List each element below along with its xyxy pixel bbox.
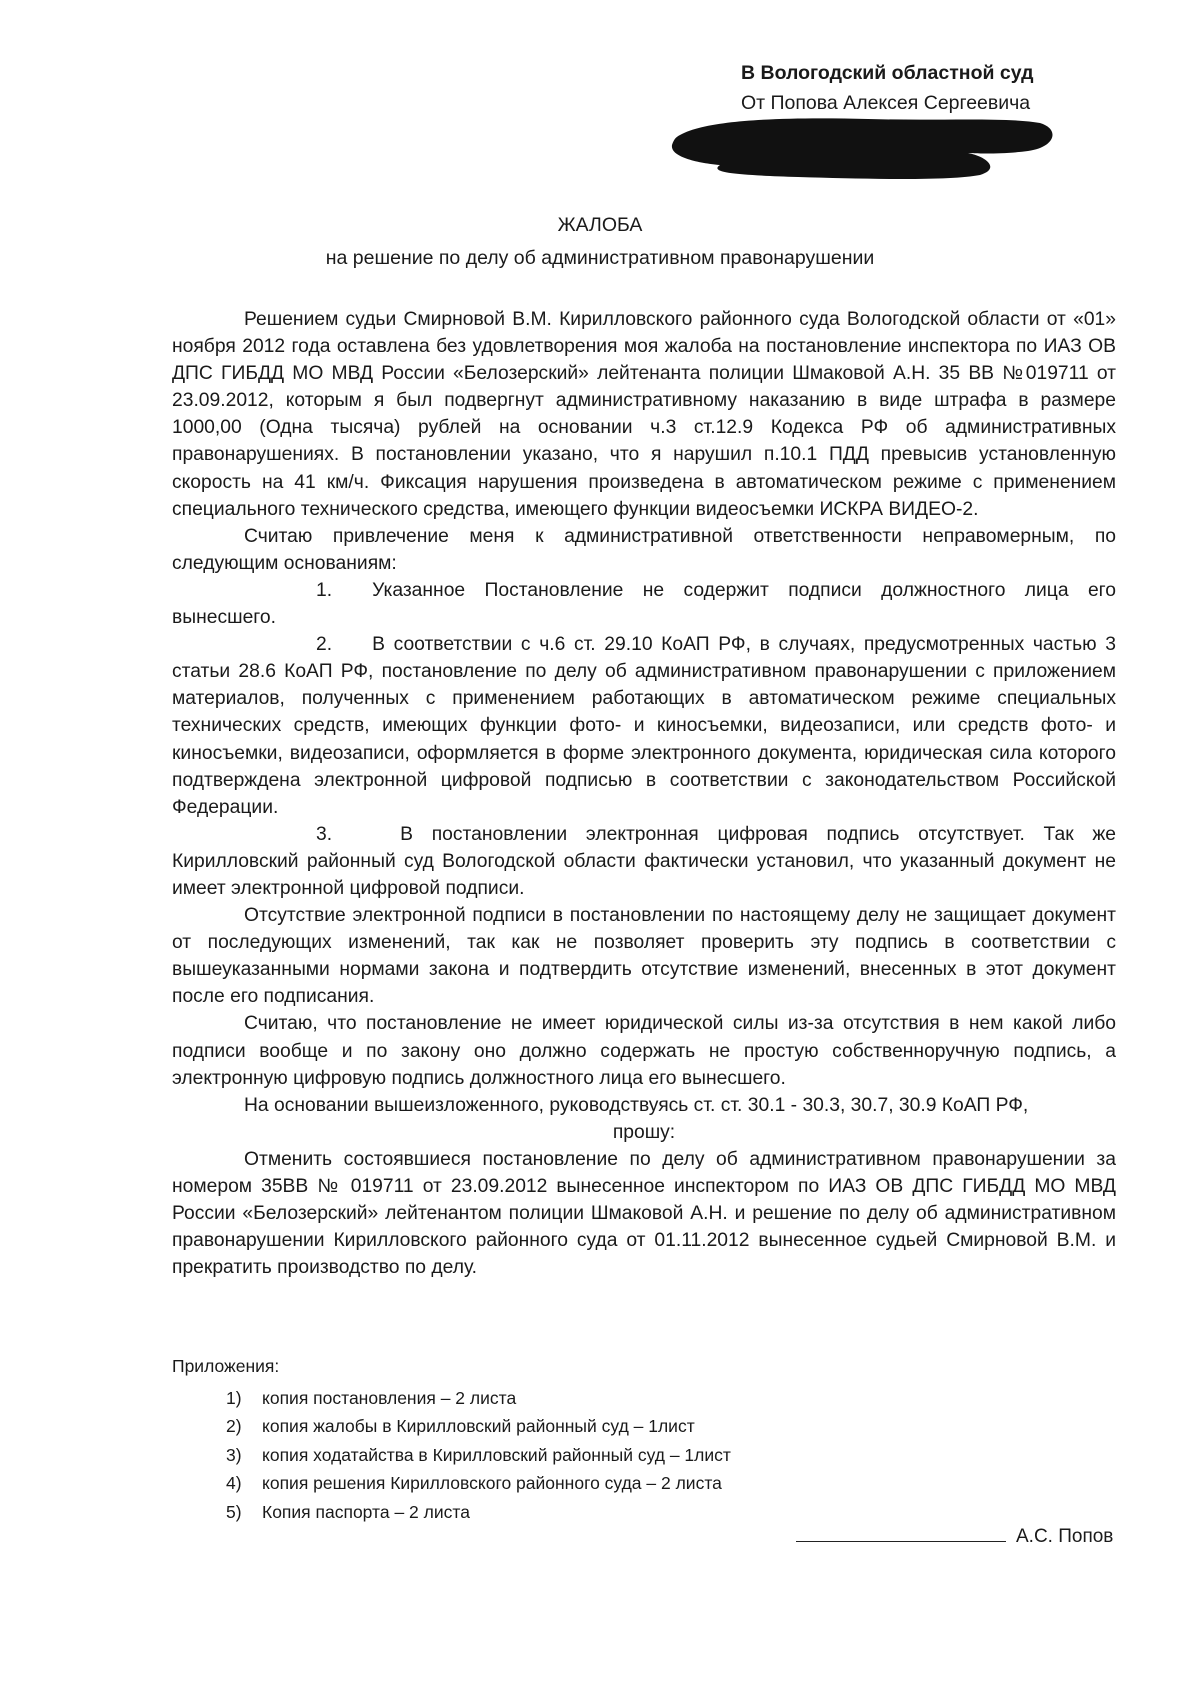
paragraph-grounds-intro: Считаю привлечение меня к административной ответственности неправомерным, по следующим основаниям: xyxy=(172,525,1116,574)
attachment-number: 1) xyxy=(226,1387,242,1408)
attachments-block xyxy=(172,1352,731,1526)
attachments-list xyxy=(172,1384,731,1527)
item-number: 2. xyxy=(316,634,333,656)
paragraph-signature-absence: Отсутствие электронной подписи в постановлении по настоящему делу не защищает документ от последующих изменений, так как не позволяет проверить эту подпись в соответствии с вышеуказанными нормами закона и подтвердить отсутствие изменений, внесенных в этот документ после его подписания. xyxy=(172,905,1116,1008)
document-title: ЖАЛОБА xyxy=(557,214,643,236)
attachment-item xyxy=(172,1384,731,1413)
item-number: 3. xyxy=(316,823,333,845)
sender-name: От Попова Алексея Сергеевича xyxy=(741,92,1031,114)
document-body xyxy=(172,306,1116,1281)
list-item xyxy=(172,821,1116,902)
attachment-item xyxy=(172,1412,731,1441)
list-item xyxy=(172,631,1116,821)
attachment-text: копия постановления – 2 листа xyxy=(262,1387,517,1408)
item-text: В постановлении электронная цифровая подпись отсутствует. Так же Кирилловский районный суд Вологодской области фактически установил, что указанный документ не имеет электронной цифровой подписи. xyxy=(172,823,1116,899)
list-item xyxy=(172,577,1116,631)
addressee-block xyxy=(741,58,1033,118)
attachment-item xyxy=(172,1441,731,1470)
attachment-item xyxy=(172,1469,731,1498)
court-addressee: В Вологодский областной суд xyxy=(741,62,1034,84)
paragraph-decision: Решением судьи Смирновой В.М. Кирилловского районного суда Вологодской области от «01» ноября 2012 года оставлена без удовлетворения моя жалоба на постановление инспектора по ИАЗ ОВ ДПС ГИБДД МО МВД России «Белозерский» лейтенанта полиции Шмаковой А.Н. 35 ВВ №019711 от 23.09.2012, которым я был подвергнут административному наказанию в виде штрафа в размере 1000,00 (Одна тысяча) рублей на основании ч.3 ст.12.9 Кодекса РФ об административных правонарушениях. В постановлении указано, что я нарушил п.10.1 ПДД превысив установленную скорость на 41 км/ч. Фиксация нарушения произведена в автоматическом режиме с применением специального технического средства, имеющего функции видеосъемки ИСКРА ВИДЕО-2. xyxy=(172,309,1116,520)
item-number: 1. xyxy=(316,579,333,601)
document-subtitle: на решение по делу об административном правонарушении xyxy=(325,247,875,269)
attachment-number: 3) xyxy=(226,1444,242,1465)
request-heading: прошу: xyxy=(612,1121,676,1143)
attachments-heading: Приложения: xyxy=(172,1356,280,1376)
signature-block xyxy=(796,1523,1113,1548)
paragraph-request: Отменить состоявшиеся постановление по делу об административном правонарушении за номером 35ВВ № 019711 от 23.09.2012 вынесенное инспектором по ИАЗ ОВ ДПС ГИБДД МО МВД России «Белозерский» лейтенантом полиции Шмаковой А.Н. и решение по делу об административном правонарушении Кирилловского районного суда от 01.11.2012 вынесенное судьей Смирновой В.М. и прекратить производство по делу. xyxy=(172,1148,1116,1279)
attachment-text: Копия паспорта – 2 листа xyxy=(262,1501,470,1522)
item-text: В соответствии с ч.6 ст. 29.10 КоАП РФ, в случаях, предусмотренных частью 3 статьи 28.6 КоАП РФ, постановление по делу об административном правонарушении с приложением материалов, полученных с применением работающих в автоматическом режиме специальных технических средств, имеющих функции фото- и киносъемки, видеозаписи, или средств фото- и киносъемки, видеозаписи, оформляется в форме электронного документа, юридическая сила которого подтверждена электронной цифровой подписью в соответствии с законодательством Российской Федерации. xyxy=(172,634,1116,818)
paragraph-legal-force: Считаю, что постановление не имеет юридической силы из-за отсутствия в нем какой либо подписи вообще и по закону оно должно содержать не простую собственноручную подпись, а электронную цифровую подпись должностного лица его вынесшего. xyxy=(172,1013,1116,1089)
attachment-number: 5) xyxy=(226,1501,242,1522)
item-text: Указанное Постановление не содержит подписи должностного лица его вынесшего. xyxy=(172,579,1116,629)
signatory-name: А.С. Попов xyxy=(1016,1526,1114,1547)
paragraph-basis: На основании вышеизложенного, руководствуясь ст. ст. 30.1 - 30.3, 30.7, 30.9 КоАП РФ, xyxy=(244,1094,1029,1116)
attachment-text: копия жалобы в Кирилловский районный суд – 1лист xyxy=(262,1416,695,1436)
attachment-item xyxy=(172,1498,731,1527)
attachment-text: копия решения Кирилловского районного суда – 2 листа xyxy=(262,1473,722,1493)
attachment-number: 2) xyxy=(226,1416,242,1436)
redaction-mark xyxy=(668,113,1058,183)
signature-line xyxy=(796,1523,1006,1542)
attachment-text: копия ходатайства в Кирилловский районный суд – 1лист xyxy=(262,1444,731,1465)
attachment-number: 4) xyxy=(226,1473,242,1493)
